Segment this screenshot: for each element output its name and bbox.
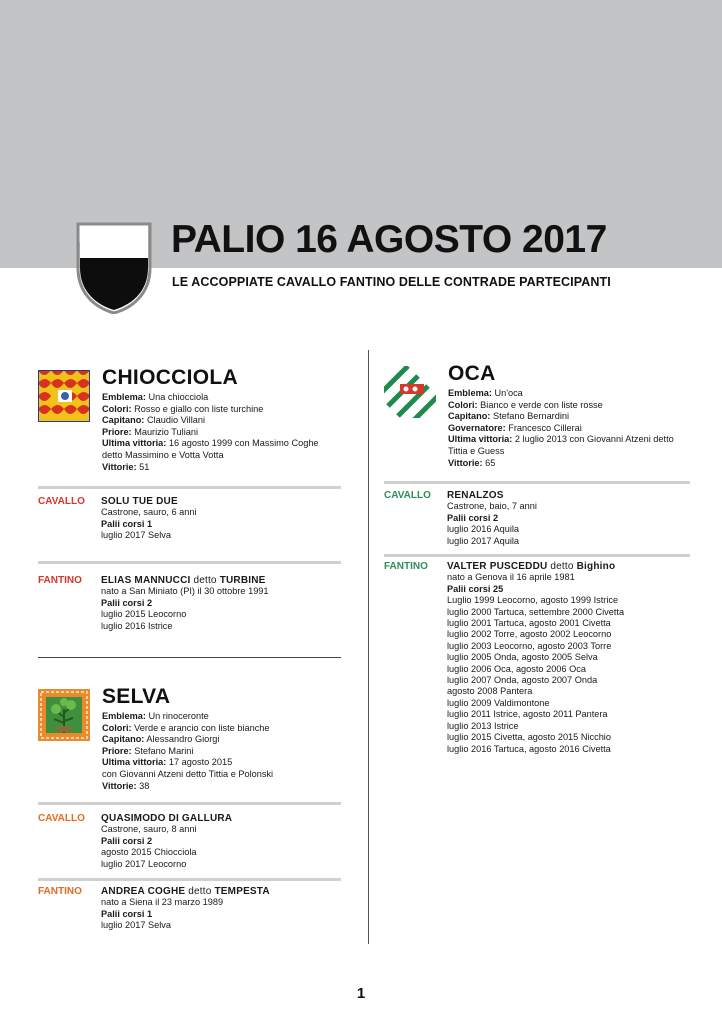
value-capitano: Stefano Bernardini <box>492 411 570 422</box>
role-label-fantino: FANTINO <box>384 561 428 572</box>
role-label-cavallo: CAVALLO <box>38 496 85 507</box>
label-ultima-vittoria: Ultima vittoria: <box>102 757 167 768</box>
contrada-name-oca: OCA <box>448 362 496 385</box>
label-emblema: Emblema: <box>102 392 146 402</box>
race-entry: luglio 2007 Onda, agosto 2007 Onda <box>447 675 598 686</box>
siena-balzana-shield-icon <box>76 222 152 314</box>
contrada-name-chiocciola: CHIOCCIOLA <box>102 366 238 389</box>
jockey-name: ANDREA COGHE <box>101 886 186 897</box>
race-entry: agosto 2008 Pantera <box>447 686 533 697</box>
value-ultima-vittoria: 17 agosto 2015 <box>168 757 233 768</box>
column-divider <box>368 350 369 944</box>
label-vittorie: Vittorie: <box>102 461 137 472</box>
jockey-name: VALTER PUSCEDDU <box>447 561 548 572</box>
value-emblema: Un rinoceronte <box>148 711 209 721</box>
value-vittorie: 51 <box>139 461 150 472</box>
horse-description: Castrone, sauro, 6 anni <box>101 507 197 518</box>
oca-flag-icon <box>384 366 436 418</box>
oca-info <box>448 388 674 469</box>
value-priore: Maurizio Tuliani <box>134 426 199 437</box>
palii-corsi: Palii corsi 2 <box>101 597 153 608</box>
role-label-cavallo: CAVALLO <box>38 813 85 824</box>
label-colori: Colori: <box>102 722 132 733</box>
race-entry: Luglio 1999 Leocorno, agosto 1999 Istrice <box>447 595 619 606</box>
palii-corsi: Palii corsi 1 <box>101 908 153 919</box>
selva-flag-icon <box>38 689 90 741</box>
label-emblema: Emblema: <box>448 388 492 398</box>
detto-word: detto <box>550 561 574 572</box>
race-entry: luglio 2015 Civetta, agosto 2015 Nicchio <box>447 732 611 743</box>
contrada-divider <box>38 657 341 658</box>
race-entry: luglio 2003 Leocorno, agosto 2003 Torre <box>447 640 612 651</box>
value-ultima-vittoria: 2 luglio 2013 con Giovanni Atzeni detto <box>514 434 674 445</box>
page-subtitle: LE ACCOPPIATE CAVALLO FANTINO DELLE CONTRADE PARTECIPANTI <box>172 275 611 289</box>
chiocciola-flag-icon <box>38 370 90 422</box>
race-entry: agosto 2015 Chiocciola <box>101 847 197 858</box>
race-entry: luglio 2009 Valdimontone <box>447 697 550 708</box>
role-label-cavallo: CAVALLO <box>384 490 431 501</box>
value-governatore: Francesco Cillerai <box>508 422 582 433</box>
race-entry: luglio 2016 Aquila <box>447 524 520 535</box>
palii-corsi: Palii corsi 2 <box>447 512 499 523</box>
jockey-description: nato a Siena il 23 marzo 1989 <box>101 897 224 908</box>
label-colori: Colori: <box>448 399 478 410</box>
role-label-fantino: FANTINO <box>38 575 82 586</box>
value-ultima-vittoria: 16 agosto 1999 con Massimo Coghe <box>168 438 319 449</box>
label-vittorie: Vittorie: <box>102 780 137 791</box>
horse-description: Castrone, baio, 7 anni <box>447 501 537 512</box>
race-entry: luglio 2016 Tartuca, agosto 2016 Civetta <box>447 743 611 754</box>
jockey-nickname: TEMPESTA <box>214 886 270 897</box>
race-entry: luglio 2011 Istrice, agosto 2011 Pantera <box>447 709 608 720</box>
value-colori: Bianco e verde con liste rosse <box>480 399 603 410</box>
selva-info <box>102 711 273 792</box>
label-capitano: Capitano: <box>102 734 145 745</box>
page-title: PALIO 16 AGOSTO 2017 <box>171 218 607 261</box>
page-number: 1 <box>356 985 366 1002</box>
role-label-fantino: FANTINO <box>38 886 82 897</box>
horse-name: RENALZOS <box>447 490 504 501</box>
section-separator <box>38 878 341 881</box>
chiocciola-info <box>102 392 319 473</box>
horse-name: QUASIMODO DI GALLURA <box>101 813 233 824</box>
label-emblema: Emblema: <box>102 711 146 721</box>
label-vittorie: Vittorie: <box>448 457 483 468</box>
section-separator <box>384 554 690 557</box>
palii-corsi: Palii corsi 2 <box>101 835 153 846</box>
race-entry: luglio 2016 Istrice <box>101 620 173 631</box>
jockey-description: nato a San Miniato (PI) il 30 ottobre 1991 <box>101 586 269 597</box>
jockey-nickname: TURBINE <box>219 575 266 586</box>
value-capitano: Claudio Villani <box>146 415 205 426</box>
label-colori: Colori: <box>102 403 132 414</box>
detto-word: detto <box>193 575 217 586</box>
race-entry: luglio 2000 Tartuca, settembre 2000 Civetta <box>447 606 625 617</box>
section-separator <box>38 486 341 489</box>
value-vittorie: 65 <box>485 457 496 468</box>
race-entry: luglio 2013 Istrice <box>447 720 519 731</box>
race-entry: luglio 2017 Aquila <box>447 535 520 546</box>
race-entry: luglio 2002 Torre, agosto 2002 Leocorno <box>447 629 612 640</box>
race-entry: luglio 2017 Selva <box>101 530 171 541</box>
label-priore: Priore: <box>102 745 132 756</box>
value-ultima-vittoria-cont: Tittia e Guess <box>448 445 505 456</box>
horse-name: SOLU TUE DUE <box>101 496 178 507</box>
race-entry: luglio 2015 Leocorno <box>101 609 187 620</box>
value-emblema: Un'oca <box>494 388 523 398</box>
section-separator <box>38 802 341 805</box>
jockey-description: nato a Genova il 16 aprile 1981 <box>447 572 575 583</box>
label-ultima-vittoria: Ultima vittoria: <box>102 438 167 449</box>
jockey-nickname: Bighino <box>576 561 616 572</box>
value-ultima-vittoria-cont: con Giovanni Atzeni detto Tittia e Polonski <box>102 768 274 779</box>
value-vittorie: 38 <box>139 780 150 791</box>
palii-corsi: Palii corsi 1 <box>101 518 153 529</box>
label-governatore: Governatore: <box>448 422 506 433</box>
race-entry: luglio 2001 Tartuca, agosto 2001 Civetta <box>447 618 611 629</box>
section-separator <box>384 481 690 484</box>
label-ultima-vittoria: Ultima vittoria: <box>448 434 513 445</box>
value-colori: Verde e arancio con liste bianche <box>134 722 270 733</box>
horse-description: Castrone, sauro, 8 anni <box>101 824 197 835</box>
value-colori: Rosso e giallo con liste turchine <box>134 403 264 414</box>
race-entry: luglio 2017 Leocorno <box>101 858 187 869</box>
palii-corsi: Palii corsi 25 <box>447 583 504 594</box>
section-separator <box>38 561 341 564</box>
value-ultima-vittoria-cont: detto Massimino e Votta Votta <box>102 449 224 460</box>
race-entry: luglio 2017 Selva <box>101 920 171 931</box>
label-capitano: Capitano: <box>102 415 145 426</box>
contrada-name-selva: SELVA <box>102 685 171 708</box>
value-capitano: Alessandro Giorgi <box>146 734 220 745</box>
value-priore: Stefano Marini <box>134 745 194 756</box>
label-capitano: Capitano: <box>448 411 491 422</box>
race-entry: luglio 2005 Onda, agosto 2005 Selva <box>447 652 598 663</box>
detto-word: detto <box>188 886 212 897</box>
jockey-name: ELIAS MANNUCCI <box>101 575 191 586</box>
label-priore: Priore: <box>102 426 132 437</box>
race-entry: luglio 2006 Oca, agosto 2006 Oca <box>447 663 586 674</box>
value-emblema: Una chiocciola <box>148 392 209 402</box>
